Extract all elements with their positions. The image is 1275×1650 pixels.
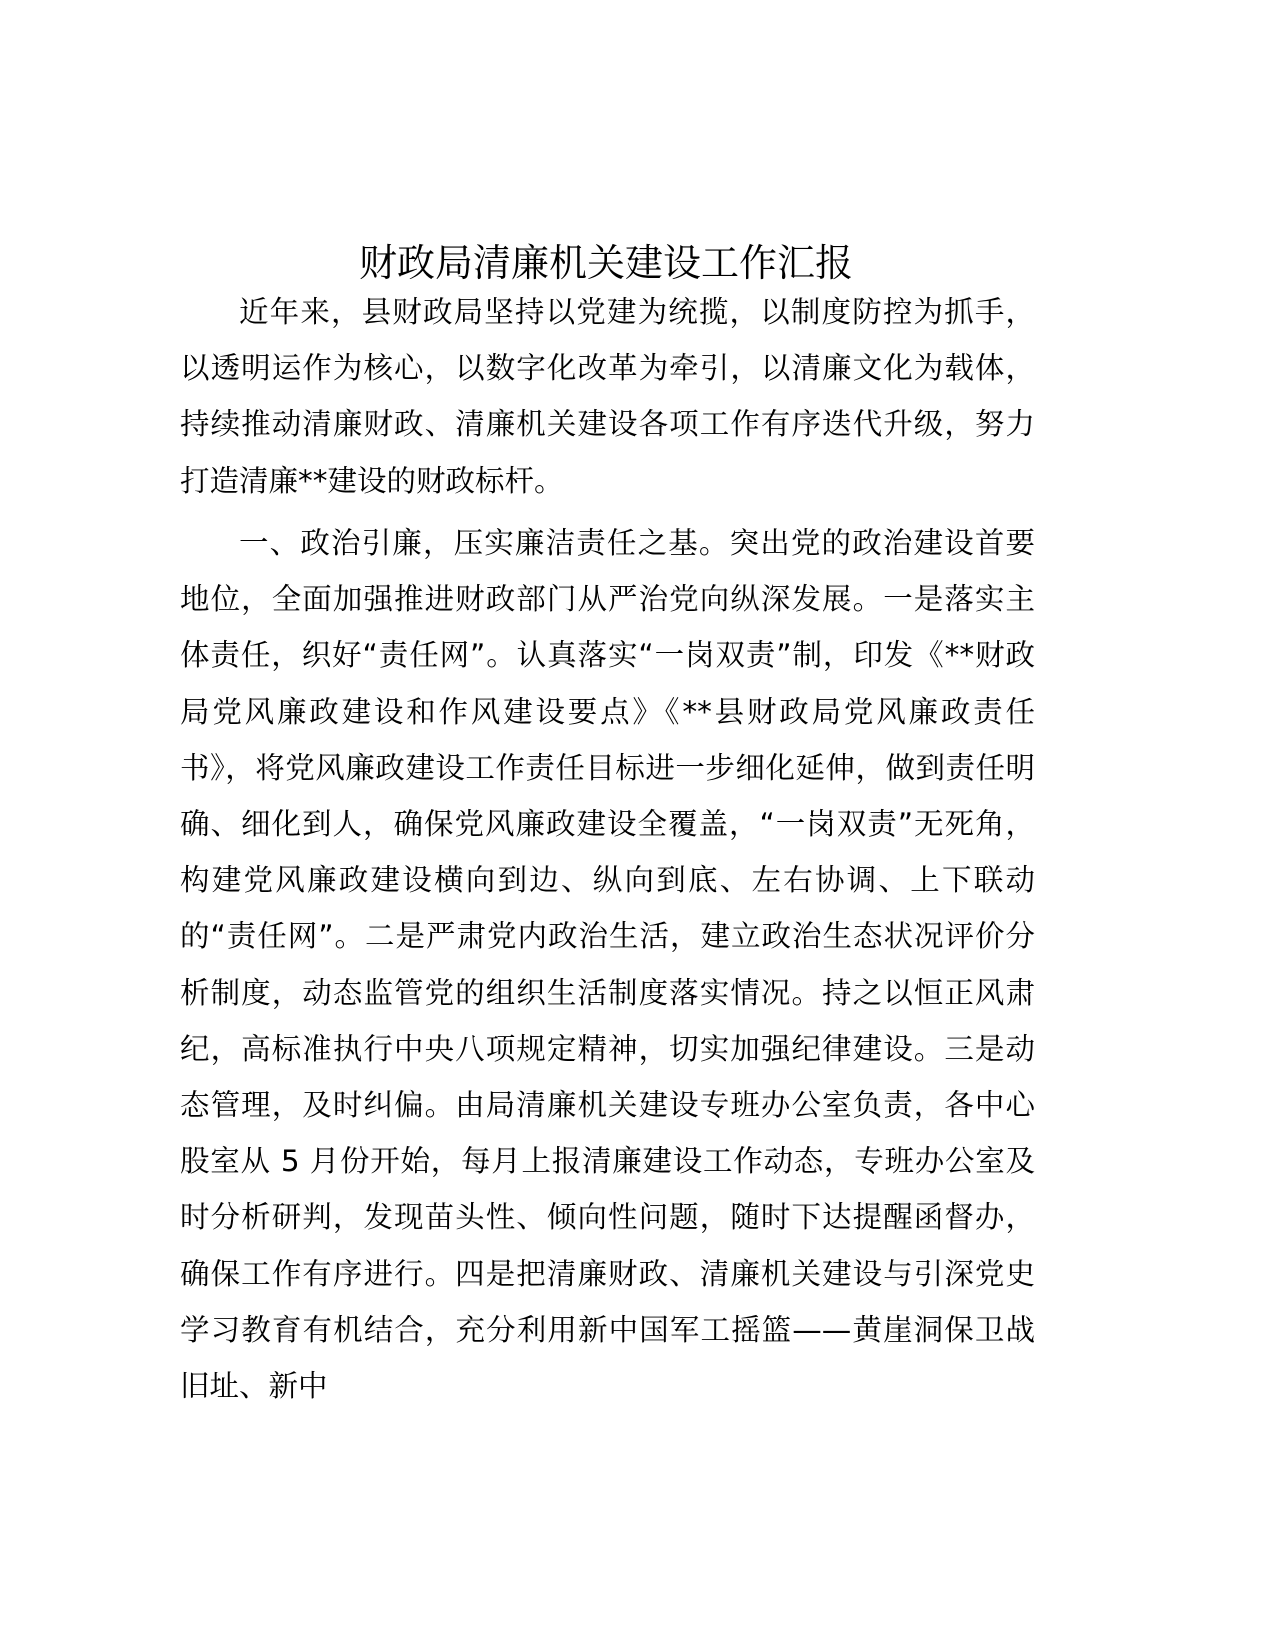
- paragraph-text: 一、政治引廉，压实廉洁责任之基。突出党的政治建设首要地位，全面加强推进财政部门从严治党向纵深发展。一是落实主体责任，织好“责任网”。认真落实“一岗双责”制，印发《**财政局党风廉政建设和作风建设要点》《**县财政局党风廉政责任书》，将党风廉政建设工作责任目标进一步细化延伸，做到责任明确、细化到人，确保党风廉政建设全覆盖，“一岗双责”无死角，构建党风廉政建设横向到边、纵向到底、左右协调、上下联动的“责任网”。二是严肃党内政治生活，建立政治生态状况评价分析制度，动态监管党的组织生活制度落实情况。持之以恒正风肃纪，高标准执行中央八项规定精神，切实加强纪律建设。三是动态管理，及时纠偏。由局清廉机关建设专班办公室负责，各中心股室从 5 月份开始，每月上报清廉建设工作动态，专班办公室及时分析研判，发现苗头性、倾向性问题，随时下达提醒函督办，确保工作有序进行。四是把清廉财政、清廉机关建设与引深党史学习教育有机结合，充分利用新中国军工摇篮——黄崖洞保卫战旧址、新中: [180, 526, 1035, 1404]
- paragraph-section-one: [180, 515, 1035, 1414]
- paragraph-intro: [180, 284, 1035, 509]
- document-title: 财政局清廉机关建设工作汇报: [358, 241, 853, 286]
- paragraph-text: 近年来，县财政局坚持以党建为统揽，以制度防控为抓手，以透明运作为核心，以数字化改革为牵引，以清廉文化为载体，持续推动清廉财政、清廉机关建设各项工作有序迭代升级，努力打造清廉**建设的财政标杆。: [180, 295, 1035, 498]
